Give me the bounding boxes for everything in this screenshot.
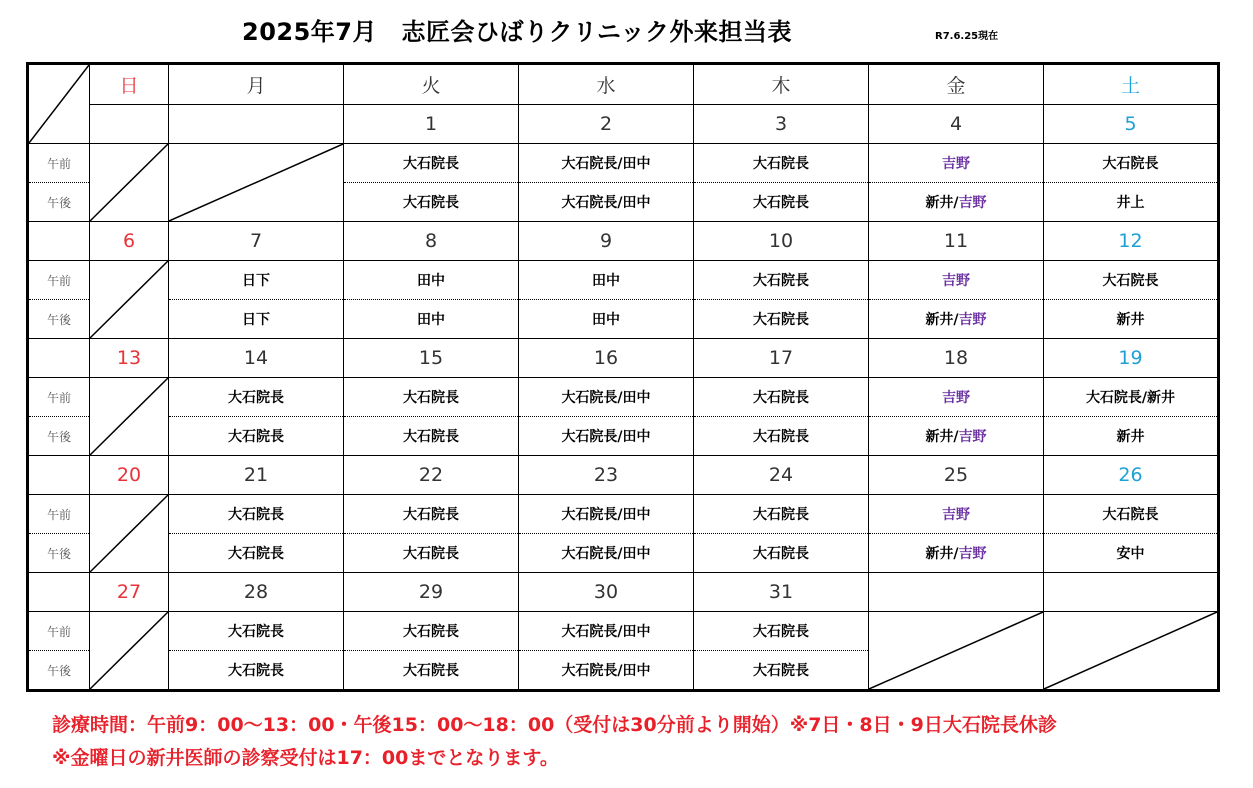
- date-cell: 16: [519, 339, 694, 378]
- doctor-name: 吉野: [958, 546, 987, 562]
- date-cell: 23: [519, 456, 694, 495]
- doctor-cell-am: 吉野: [869, 495, 1044, 534]
- diagonal-slash: [29, 65, 89, 143]
- closed-cell: [90, 144, 169, 222]
- diagonal-slash: [169, 144, 343, 221]
- weekday-header: 水: [519, 64, 694, 105]
- doctor-cell-pm: 大石院長/田中: [519, 183, 694, 222]
- pm-row: [28, 300, 1219, 339]
- corner-cell: [28, 64, 90, 144]
- closed-cell: [90, 261, 169, 339]
- session-label-am: 午前: [28, 144, 90, 183]
- date-cell: 6: [90, 222, 169, 261]
- doctor-cell-pm: 大石院長: [169, 651, 344, 691]
- doctor-cell-am: 大石院長: [694, 378, 869, 417]
- doctor-cell-pm: 日下: [169, 300, 344, 339]
- diagonal-slash: [90, 261, 168, 338]
- am-row: [28, 612, 1219, 651]
- doctor-cell-pm: 井上: [1044, 183, 1219, 222]
- am-row: [28, 261, 1219, 300]
- date-cell: [869, 573, 1044, 612]
- doctor-cell-pm: [869, 534, 1044, 573]
- doctor-cell-pm: 安中: [1044, 534, 1219, 573]
- session-label-pm: 午後: [28, 300, 90, 339]
- date-cell: 9: [519, 222, 694, 261]
- closed-cell: [1044, 612, 1219, 691]
- date-cell: 14: [169, 339, 344, 378]
- closed-cell: [90, 495, 169, 573]
- diagonal-slash: [869, 612, 1043, 689]
- date-cell: [1044, 573, 1219, 612]
- doctor-name: 新井/: [925, 195, 959, 211]
- date-row-label: [28, 573, 90, 612]
- session-label-am: 午前: [28, 378, 90, 417]
- doctor-cell-pm: 大石院長/田中: [519, 534, 694, 573]
- doctor-cell-am: 田中: [344, 261, 519, 300]
- date-cell: 5: [1044, 105, 1219, 144]
- doctor-cell-am: 大石院長/田中: [519, 378, 694, 417]
- date-cell: 8: [344, 222, 519, 261]
- schedule-table: [26, 62, 1220, 692]
- session-label-pm: 午後: [28, 417, 90, 456]
- doctor-name: 新井/: [925, 546, 959, 562]
- session-label-pm: 午後: [28, 651, 90, 691]
- date-cell: 2: [519, 105, 694, 144]
- doctor-cell-am: 大石院長/田中: [519, 144, 694, 183]
- session-label-am: 午前: [28, 495, 90, 534]
- doctor-cell-am: 大石院長/新井: [1044, 378, 1219, 417]
- date-cell: 24: [694, 456, 869, 495]
- diagonal-slash: [90, 378, 168, 455]
- session-label-pm: 午後: [28, 534, 90, 573]
- session-label-am: 午前: [28, 261, 90, 300]
- diagonal-slash: [90, 612, 168, 689]
- doctor-name: 新井/: [925, 429, 959, 445]
- date-cell: 1: [344, 105, 519, 144]
- date-cell: 18: [869, 339, 1044, 378]
- doctor-cell-pm: 大石院長: [694, 300, 869, 339]
- date-cell: 17: [694, 339, 869, 378]
- doctor-cell-pm: 大石院長: [344, 534, 519, 573]
- doctor-cell-pm: 大石院長: [694, 534, 869, 573]
- doctor-cell-pm: 新井: [1044, 300, 1219, 339]
- doctor-cell-am: 吉野: [869, 261, 1044, 300]
- date-cell: 20: [90, 456, 169, 495]
- weekday-header: 土: [1044, 64, 1219, 105]
- date-row: [28, 105, 1219, 144]
- date-row: [28, 456, 1219, 495]
- doctor-cell-am: 大石院長/田中: [519, 612, 694, 651]
- weekday-header: 木: [694, 64, 869, 105]
- weekday-header: 月: [169, 64, 344, 105]
- closed-cell: [869, 612, 1044, 691]
- date-cell: 7: [169, 222, 344, 261]
- doctor-cell-am: 吉野: [869, 144, 1044, 183]
- weekday-header: 金: [869, 64, 1044, 105]
- weekday-header: 火: [344, 64, 519, 105]
- am-row: [28, 495, 1219, 534]
- hours-note: 診療時間：午前9：00～13：00・午後15：00～18：00（受付は30分前より開始）※7日・8日・9日大石院長休診: [52, 714, 1057, 736]
- date-cell: 15: [344, 339, 519, 378]
- doctor-cell-pm: 大石院長/田中: [519, 417, 694, 456]
- date-row-label: [28, 339, 90, 378]
- date-cell: 28: [169, 573, 344, 612]
- doctor-cell-am: 大石院長: [694, 612, 869, 651]
- date-cell: 25: [869, 456, 1044, 495]
- doctor-cell-pm: [869, 183, 1044, 222]
- doctor-name: 吉野: [958, 312, 987, 328]
- doctor-cell-pm: 大石院長/田中: [519, 651, 694, 691]
- diagonal-slash: [90, 495, 168, 572]
- doctor-cell-am: 田中: [519, 261, 694, 300]
- doctor-cell-pm: 大石院長: [344, 417, 519, 456]
- friday-note: ※金曜日の新井医師の診察受付は17：00までとなります。: [52, 747, 559, 769]
- doctor-name: 吉野: [958, 195, 987, 211]
- date-cell: 21: [169, 456, 344, 495]
- doctor-cell-pm: 大石院長: [169, 534, 344, 573]
- doctor-cell-pm: [869, 300, 1044, 339]
- session-label-pm: 午後: [28, 183, 90, 222]
- closed-cell: [90, 612, 169, 691]
- date-row-label: [28, 222, 90, 261]
- doctor-name: 新井/: [925, 312, 959, 328]
- doctor-cell-pm: 大石院長: [344, 183, 519, 222]
- pm-row: [28, 417, 1219, 456]
- am-row: [28, 378, 1219, 417]
- date-cell: 29: [344, 573, 519, 612]
- doctor-cell-am: 大石院長: [344, 495, 519, 534]
- doctor-cell-am: 大石院長: [694, 495, 869, 534]
- doctor-cell-am: 大石院長: [169, 495, 344, 534]
- am-row: [28, 144, 1219, 183]
- doctor-cell-pm: 大石院長: [344, 651, 519, 691]
- doctor-cell-am: 大石院長: [1044, 144, 1219, 183]
- date-cell: 12: [1044, 222, 1219, 261]
- date-cell: 3: [694, 105, 869, 144]
- doctor-cell-am: 大石院長/田中: [519, 495, 694, 534]
- date-cell: 26: [1044, 456, 1219, 495]
- date-cell: 22: [344, 456, 519, 495]
- doctor-name: 吉野: [958, 429, 987, 445]
- date-cell: 4: [869, 105, 1044, 144]
- doctor-cell-am: 大石院長: [344, 378, 519, 417]
- doctor-cell-am: 大石院長: [344, 612, 519, 651]
- diagonal-slash: [1044, 612, 1217, 689]
- date-row: [28, 573, 1219, 612]
- doctor-cell-am: 吉野: [869, 378, 1044, 417]
- date-cell: 11: [869, 222, 1044, 261]
- pm-row: [28, 534, 1219, 573]
- doctor-cell-pm: 田中: [344, 300, 519, 339]
- session-label-am: 午前: [28, 612, 90, 651]
- doctor-cell-pm: 大石院長: [169, 417, 344, 456]
- as-of-date: R7.6.25現在: [935, 31, 999, 42]
- date-cell: 27: [90, 573, 169, 612]
- date-cell: [90, 105, 169, 144]
- date-cell: 19: [1044, 339, 1219, 378]
- doctor-cell-pm: 大石院長: [694, 651, 869, 691]
- weekday-header-row: [28, 64, 1219, 105]
- date-row: [28, 222, 1219, 261]
- doctor-cell-am: 大石院長: [1044, 261, 1219, 300]
- doctor-cell-am: 大石院長: [694, 144, 869, 183]
- date-cell: 10: [694, 222, 869, 261]
- doctor-cell-pm: 大石院長: [694, 183, 869, 222]
- footer-notes: [52, 709, 1057, 775]
- page-title: 2025年7月 志匠会ひばりクリニック外来担当表: [242, 18, 793, 46]
- doctor-cell-am: 日下: [169, 261, 344, 300]
- closed-cell: [169, 144, 344, 222]
- doctor-cell-pm: 田中: [519, 300, 694, 339]
- date-cell: 13: [90, 339, 169, 378]
- doctor-cell-am: 大石院長: [169, 612, 344, 651]
- doctor-cell-am: 大石院長: [169, 378, 344, 417]
- date-cell: [169, 105, 344, 144]
- doctor-cell-pm: 大石院長: [694, 417, 869, 456]
- doctor-cell-pm: [869, 417, 1044, 456]
- date-cell: 31: [694, 573, 869, 612]
- weekday-header: 日: [90, 64, 169, 105]
- doctor-cell-am: 大石院長: [344, 144, 519, 183]
- date-row: [28, 339, 1219, 378]
- date-cell: 30: [519, 573, 694, 612]
- doctor-cell-am: 大石院長: [694, 261, 869, 300]
- date-row-label: [28, 456, 90, 495]
- diagonal-slash: [90, 144, 168, 221]
- doctor-cell-pm: 新井: [1044, 417, 1219, 456]
- doctor-cell-am: 大石院長: [1044, 495, 1219, 534]
- closed-cell: [90, 378, 169, 456]
